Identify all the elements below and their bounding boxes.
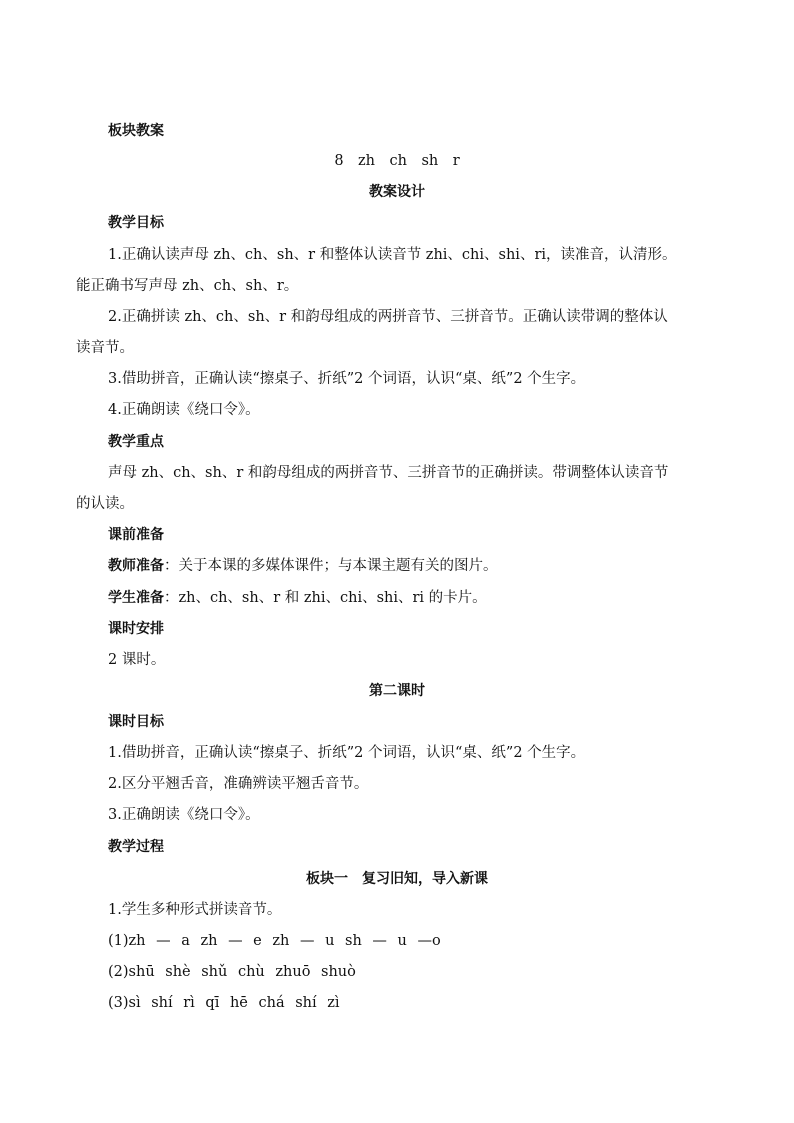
block-1-title: 板块一 复习旧知，导入新课 [306,871,488,887]
goal-4: 4.正确朗读《绕口令》。 [108,402,260,418]
period-title: 第二课时 [369,683,425,699]
student-prep-label: 学生准备 [108,590,164,606]
student-prep-text: ：zh、ch、sh、r 和 zhi、chi、shi、ri 的卡片。 [164,590,487,606]
period-goal-3: 3.正确朗读《绕口令》。 [108,807,260,823]
key-points-line-2: 的认读。 [76,496,134,512]
lesson-title: 8 zh ch sh r [334,153,460,169]
teacher-prep-label: 教师准备 [108,558,164,574]
syllable-item-2: (2)shū shè shǔ chù zhuō shuò [108,964,356,980]
document-header: 板块教案 [108,123,164,139]
syllable-item-1: (1)zh — a zh — e zh — u sh — u —o [108,933,441,949]
process-heading: 教学过程 [108,839,164,855]
key-points-line-1: 声母 zh、ch、sh、r 和韵母组成的两拼音节、三拼音节的正确拼读。带调整体认读音节 [108,465,669,481]
goal-3: 3.借助拼音，正确认读“擦桌子、折纸”2 个词语，认识“桌、纸”2 个生字。 [108,371,586,387]
period-goal-2: 2.区分平翘舌音，准确辨读平翘舌音节。 [108,776,369,792]
goal-1-line-2: 能正确书写声母 zh、ch、sh、r。 [76,278,299,294]
design-title: 教案设计 [369,184,425,200]
goal-2-line-2: 读音节。 [76,340,134,356]
schedule-text: 2 课时。 [108,652,166,668]
schedule-heading: 课时安排 [108,621,164,637]
period-goals-heading: 课时目标 [108,714,164,730]
key-points-heading: 教学重点 [108,434,164,450]
goal-1-line-1: 1.正确认读声母 zh、ch、sh、r 和整体认读音节 zhi、chi、shi、ri，读准音，认清形。 [108,247,677,263]
goals-heading: 教学目标 [108,215,164,231]
preparation-heading: 课前准备 [108,527,164,543]
teacher-prep [108,556,498,576]
goal-2-line-1: 2.正确拼读 zh、ch、sh、r 和韵母组成的两拼音节、三拼音节。正确认读带调的整体认 [108,309,668,325]
period-goal-1: 1.借助拼音，正确认读“擦桌子、折纸”2 个词语，认识“桌、纸”2 个生字。 [108,745,586,761]
teacher-prep-text: ：关于本课的多媒体课件；与本课主题有关的图片。 [164,558,498,574]
step-1: 1.学生多种形式拼读音节。 [108,902,282,918]
student-prep [108,588,487,608]
syllable-item-3: (3)sì shí rì qī hē chá shí zì [108,995,340,1011]
